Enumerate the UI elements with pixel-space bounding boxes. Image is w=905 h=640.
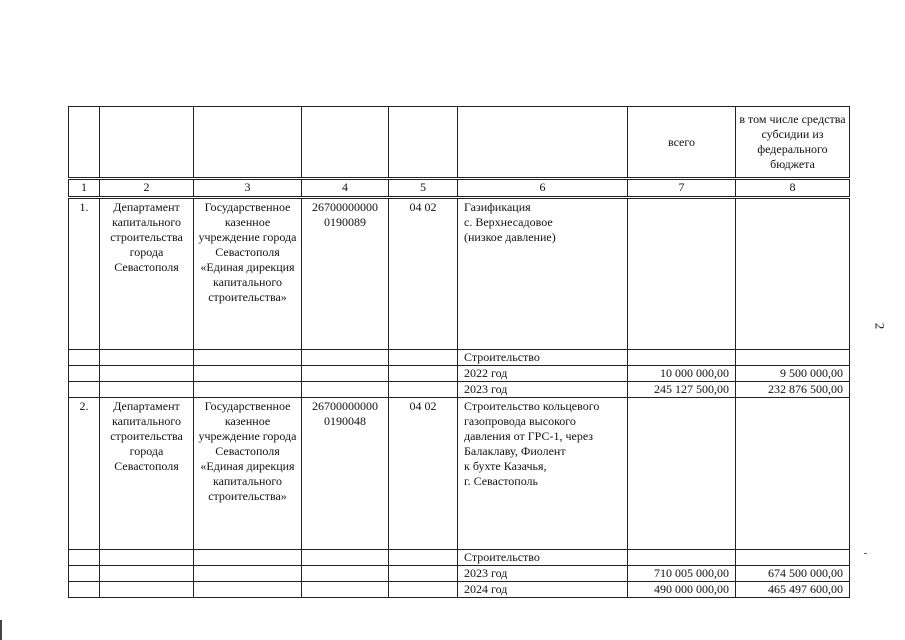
- federal-cell: [736, 398, 850, 550]
- year-total: 490 000 000,00: [628, 582, 736, 598]
- year-row: [69, 582, 850, 598]
- header-cell-2: [100, 107, 194, 179]
- col-number: 3: [194, 179, 302, 198]
- code-line-1: 26700000000: [312, 399, 378, 413]
- code-cell: [302, 398, 389, 550]
- department-cell: Департамент капитального строительства города Севастополя: [100, 398, 194, 550]
- department-cell: Департамент капитального строительства города Севастополя: [100, 198, 194, 350]
- row-number: 1.: [69, 198, 100, 350]
- table-row: [69, 198, 850, 350]
- year-federal: 465 497 600,00: [736, 582, 850, 598]
- total-cell: [628, 398, 736, 550]
- year-total: 710 005 000,00: [628, 566, 736, 582]
- code-line-1: 26700000000: [312, 200, 378, 214]
- total-cell: [628, 198, 736, 350]
- col-number: 7: [628, 179, 736, 198]
- row-number: 2.: [69, 398, 100, 550]
- work-type-label: Строительство: [458, 350, 628, 366]
- col-number: 8: [736, 179, 850, 198]
- header-cell-1: [69, 107, 100, 179]
- table-header-row: [69, 107, 850, 179]
- header-federal: в том числе средства субсидии из федерального бюджета: [736, 107, 850, 179]
- year-label: 2023 год: [458, 382, 628, 398]
- year-row: [69, 382, 850, 398]
- col-number: 2: [100, 179, 194, 198]
- page-number: 2: [872, 322, 888, 330]
- federal-cell: [736, 198, 850, 350]
- column-number-row: [69, 179, 850, 198]
- year-total: 245 127 500,00: [628, 382, 736, 398]
- year-row: [69, 566, 850, 582]
- scan-speck: [864, 553, 867, 554]
- section-cell: 04 02: [389, 198, 458, 350]
- code-line-2: 0190089: [324, 215, 366, 229]
- object-cell: Газификация с. Верхнесадовое (низкое давление): [458, 198, 628, 350]
- col-number: 1: [69, 179, 100, 198]
- table-row: [69, 398, 850, 550]
- header-total: всего: [628, 107, 736, 179]
- year-label: 2022 год: [458, 366, 628, 382]
- budget-table: [68, 106, 850, 598]
- sub-row: [69, 350, 850, 366]
- header-cell-5: [389, 107, 458, 179]
- year-federal: 9 500 000,00: [736, 366, 850, 382]
- work-type-label: Строительство: [458, 550, 628, 566]
- code-line-2: 0190048: [324, 414, 366, 428]
- year-total: 10 000 000,00: [628, 366, 736, 382]
- header-cell-3: [194, 107, 302, 179]
- header-cell-6: [458, 107, 628, 179]
- sub-row: [69, 550, 850, 566]
- col-number: 6: [458, 179, 628, 198]
- section-cell: 04 02: [389, 398, 458, 550]
- year-federal: 232 876 500,00: [736, 382, 850, 398]
- col-number: 5: [389, 179, 458, 198]
- year-row: [69, 366, 850, 382]
- col-number: 4: [302, 179, 389, 198]
- year-federal: 674 500 000,00: [736, 566, 850, 582]
- year-label: 2024 год: [458, 582, 628, 598]
- header-cell-4: [302, 107, 389, 179]
- object-cell: Строительство кольцевого газопровода высокого давления от ГРС-1, через Балаклаву, Фиолент к бухте Казачья, г. Севастополь: [458, 398, 628, 550]
- year-label: 2023 год: [458, 566, 628, 582]
- scan-edge-mark: [0, 620, 2, 640]
- code-cell: [302, 198, 389, 350]
- institution-cell: Государственное казенное учреждение города Севастополя «Единая дирекция капитального строительства»: [194, 198, 302, 350]
- institution-cell: Государственное казенное учреждение города Севастополя «Единая дирекция капитального строительства»: [194, 398, 302, 550]
